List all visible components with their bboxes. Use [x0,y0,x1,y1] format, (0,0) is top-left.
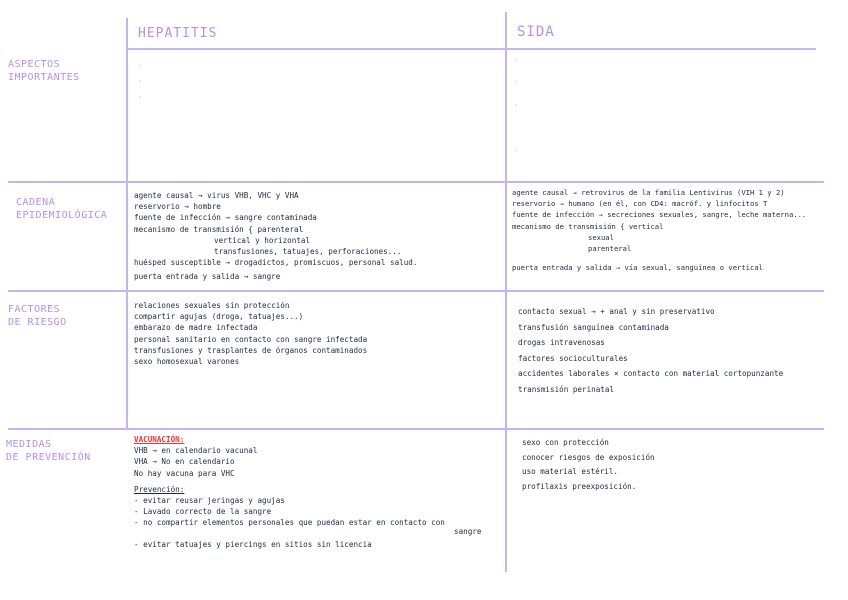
row-label-line: ASPECTOS [8,59,61,70]
list-item: contacto sexual → + anal y sin preservativo [518,307,715,316]
sida-factores-cell [518,304,838,397]
placeholder-dot: · [514,146,517,156]
list-item: huésped susceptible → drogadictos, promiscuos, personal salud. [134,258,418,268]
row-label-line: EPIDEMIOLÓGICA [16,210,108,221]
list-item: - evitar reusar jeringas y agujas [134,496,285,506]
list-item: transmisión perinatal [518,384,615,394]
sida-cadena-cell [512,187,842,273]
row-label-aspectos [8,58,80,84]
placeholder-dot: · [138,62,141,72]
list-item: relaciones sexuales sin protección [134,301,290,310]
prevencion-title: Prevención: [134,484,185,494]
list-item: agente causal → retrovirus de la familia Lentivirus (VIH 1 y 2) [512,188,785,197]
list-item: mecanismo de transmisión { parenteral [134,224,304,234]
list-item: sexo con protección [522,438,609,447]
list-item: VHA → No en calendario [134,457,235,467]
grid-line-row3 [8,428,824,430]
list-item: No hay vacuna para VHC [134,468,235,478]
placeholder-dot: · [514,78,517,88]
row-label-line: CADENA [16,197,56,208]
list-item: VHB → en calendario vacunal [134,446,258,456]
row-label-line: FACTORES [8,304,61,315]
list-item: - no compartir elementos personales que puedan estar en contacto con [134,518,445,528]
list-item: drogas intravenosas [518,338,605,347]
list-item: puerta entrada y salida → sangre [134,272,281,282]
list-item: sexo homosexual varones [134,357,240,367]
grid-line-row2 [8,290,824,292]
row-label-line: DE RIESGO [8,317,67,328]
list-item: conocer riesgos de exposición [522,452,655,462]
list-item: fuente de infección → sangre contaminada [134,213,317,223]
hepatitis-factores-cell [134,300,502,367]
list-item: profilaxis preexposición. [522,481,637,491]
list-item: - evitar tatuajes y piercings en sitios sin licencia [134,539,372,549]
list-subitem: transfusiones, tatuajes, perforaciones... [214,247,402,257]
list-subitem: vertical y horizontal [214,235,311,245]
list-item: factores socioculturales [518,353,628,363]
grid-line-vertical-left [126,18,128,430]
grid-line-vertical-middle [505,12,507,572]
header-hepatitis: HEPATITIS [138,26,218,41]
list-item: embarazo de madre infectada [134,323,258,333]
list-item: compartir agujas (droga, tatuajes...) [134,312,304,322]
list-item: puerta entrada y salida → vía sexual, sanguínea o vertical [512,263,763,273]
list-item: accidentes laborales × contacto con material cortopunzante [518,369,784,378]
grid-line-row1 [8,181,824,183]
list-item: - Lavado correcto de la sangre [134,507,272,517]
list-item-continuation: sangre [454,526,482,536]
list-item: fuente de infección → secreciones sexuales, sangre, leche materna... [512,210,807,220]
vacunacion-title: VACUNACIÓN: [134,435,185,444]
row-label-line: IMPORTANTES [8,72,80,83]
sida-medidas-cell [522,436,832,494]
placeholder-dot: · [514,56,517,66]
row-label-cadena [16,196,107,222]
row-label-line: MEDIDAS [6,439,52,450]
list-item: personal sanitario en contacto con sangre infectada [134,334,368,344]
row-label-medidas [6,438,91,464]
list-subitem: parenteral [588,244,632,254]
placeholder-dot: · [514,101,517,111]
grid-line-header [126,48,816,50]
list-item: transfusión sanguínea contaminada [518,322,669,332]
list-item: uso material estéril. [522,467,619,476]
header-sida: SIDA [517,24,555,40]
row-label-line: DE PREVENCIÓN [6,452,91,463]
list-item: transfusiones y trasplantes de órganos contaminados [134,345,368,355]
placeholder-dot: · [138,77,141,87]
hepatitis-medidas-cell [134,434,502,550]
list-item: agente causal → virus VHB, VHC y VHA [134,191,299,200]
list-subitem: sexual [588,232,614,242]
list-item: reservorio → humano (en él, con CD4: macróf. y linfocitos T [512,199,768,209]
list-item: mecanismo de transmisión { vertical [512,221,664,231]
placeholder-dot: · [138,93,141,103]
row-label-factores [8,303,67,329]
list-item: reservorio → hombre [134,202,221,212]
hepatitis-cadena-cell [134,190,502,283]
